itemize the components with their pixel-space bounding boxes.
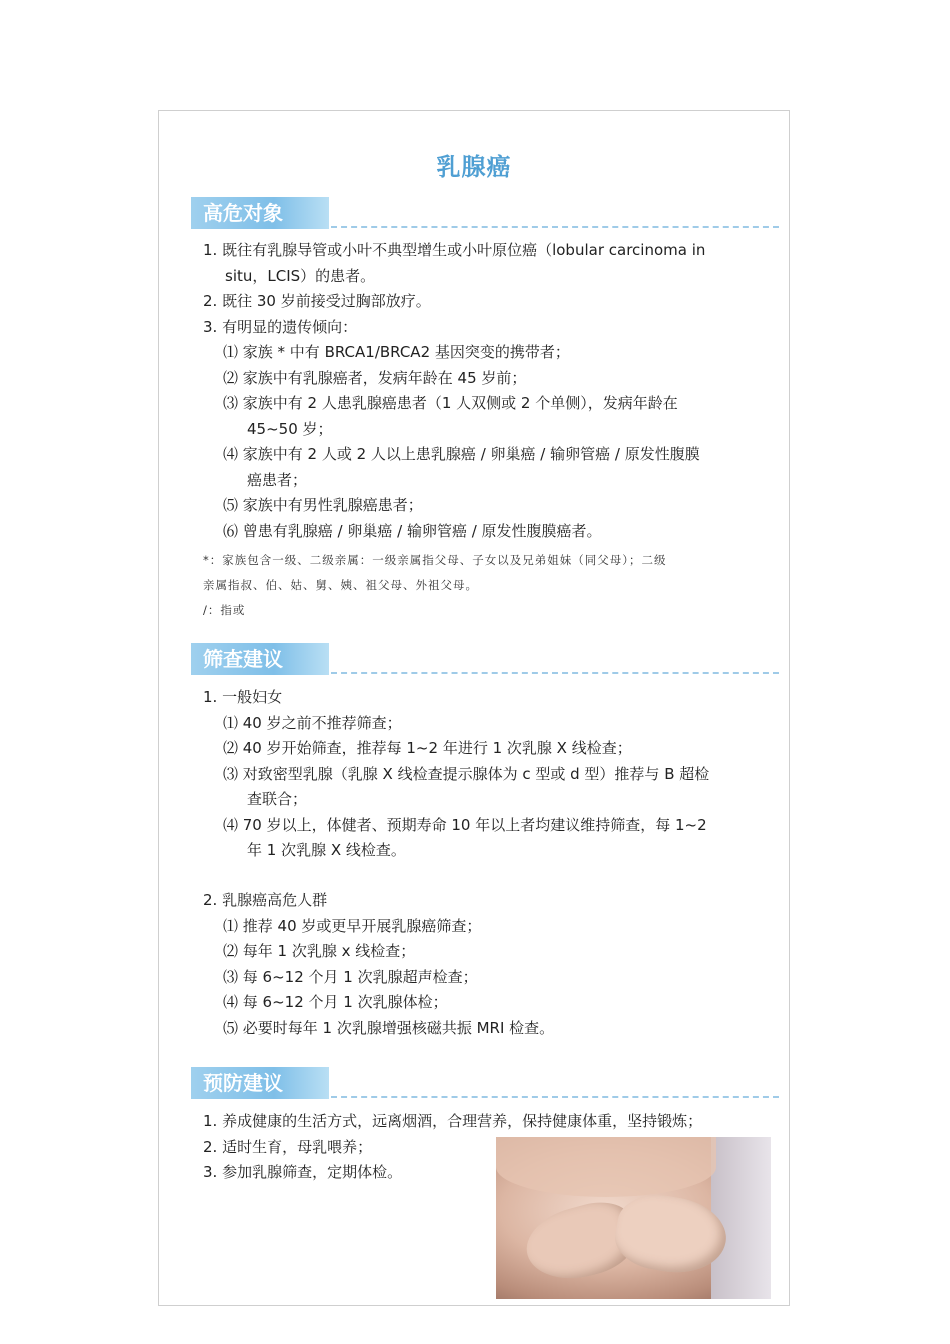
screening-list-high-risk [203, 888, 779, 1041]
list-item: ⑵ 家族中有乳腺癌者，发病年龄在 45 岁前； [223, 368, 527, 387]
list-item: 3. 参加乳腺筛查，定期体检。 [203, 1163, 403, 1181]
footnote: 亲属指叔、伯、姑、舅、姨、祖父母、外祖父母。 [203, 578, 478, 592]
section-title: 预防建议 [191, 1067, 329, 1099]
high-risk-list [203, 238, 779, 544]
list-item: ⑷ 70 岁以上，体健者、预期寿命 10 年以上者均建议维持筛查，每 1~2 [223, 815, 707, 834]
list-item: ⑷ 家族中有 2 人或 2 人以上患乳腺癌 / 卵巢癌 / 输卵管癌 / 原发性腹膜 [223, 445, 700, 463]
photo-background [711, 1137, 771, 1299]
list-item: ⑴ 40 岁之前不推荐筛查； [223, 713, 402, 732]
footnote-block [203, 548, 779, 623]
list-item: 3. 有明显的遗传倾向： [203, 317, 358, 336]
footnote: *：家族包含一级、二级亲属：一级亲属指父母、子女以及兄弟姐妹（同父母）；二级 [203, 553, 667, 567]
breast-self-exam-photo [496, 1137, 771, 1299]
list-item: ⑶ 每 6~12 个月 1 次乳腺超声检查； [223, 967, 478, 986]
list-item: 1. 养成健康的生活方式，远离烟酒，合理营养，保持健康体重，坚持锻炼； [203, 1112, 703, 1130]
section-title: 高危对象 [191, 197, 329, 229]
list-item: ⑹ 曾患有乳腺癌 / 卵巢癌 / 输卵管癌 / 原发性腹膜癌者。 [223, 521, 602, 540]
page-title: 乳腺癌 [436, 153, 512, 181]
list-item: 1. 一般妇女 [203, 688, 283, 706]
screening-list-general [203, 685, 779, 864]
list-item: ⑸ 家族中有男性乳腺癌患者； [223, 496, 423, 514]
divider [331, 672, 779, 674]
list-item: ⑵ 40 岁开始筛查，推荐每 1~2 年进行 1 次乳腺 X 线检查； [223, 739, 632, 757]
list-item: ⑶ 对致密型乳腺（乳腺 X 线检查提示腺体为 c 型或 d 型）推荐与 B 超检 [223, 764, 710, 783]
divider [331, 226, 779, 228]
section-header-prevention [191, 1067, 779, 1099]
list-item: 2. 乳腺癌高危人群 [203, 891, 328, 909]
list-item: 45~50 岁； [247, 419, 333, 438]
list-item: ⑴ 家族 * 中有 BRCA1/BRCA2 基因突变的携带者； [223, 343, 570, 361]
list-item: 癌患者； [247, 470, 308, 489]
footnote: /：指或 [203, 603, 246, 617]
photo-shoulder [496, 1137, 716, 1197]
list-item: ⑴ 推荐 40 岁或更早开展乳腺癌筛查； [223, 916, 482, 935]
list-item: 查联合； [247, 790, 308, 808]
section-header-screening [191, 643, 779, 675]
list-item: situ，LCIS）的患者。 [225, 266, 376, 285]
list-item: ⑸ 必要时每年 1 次乳腺增强核磁共振 MRI 检查。 [223, 1018, 555, 1037]
section-title: 筛查建议 [191, 643, 329, 675]
list-item: 年 1 次乳腺 X 线检查。 [247, 841, 406, 859]
document-card [158, 110, 790, 1306]
divider [331, 1096, 779, 1098]
list-item: 2. 既往 30 岁前接受过胸部放疗。 [203, 292, 431, 310]
list-item: ⑵ 每年 1 次乳腺 x 线检查； [223, 942, 416, 960]
list-item: 1. 既往有乳腺导管或小叶不典型增生或小叶原位癌（lobular carcinoma in [203, 241, 706, 259]
list-item: 2. 适时生育，母乳喂养； [203, 1137, 373, 1156]
section-header-high-risk [191, 197, 779, 229]
list-item: ⑶ 家族中有 2 人患乳腺癌患者（1 人双侧或 2 个单侧），发病年龄在 [223, 394, 678, 412]
list-item: ⑷ 每 6~12 个月 1 次乳腺体检； [223, 993, 448, 1011]
